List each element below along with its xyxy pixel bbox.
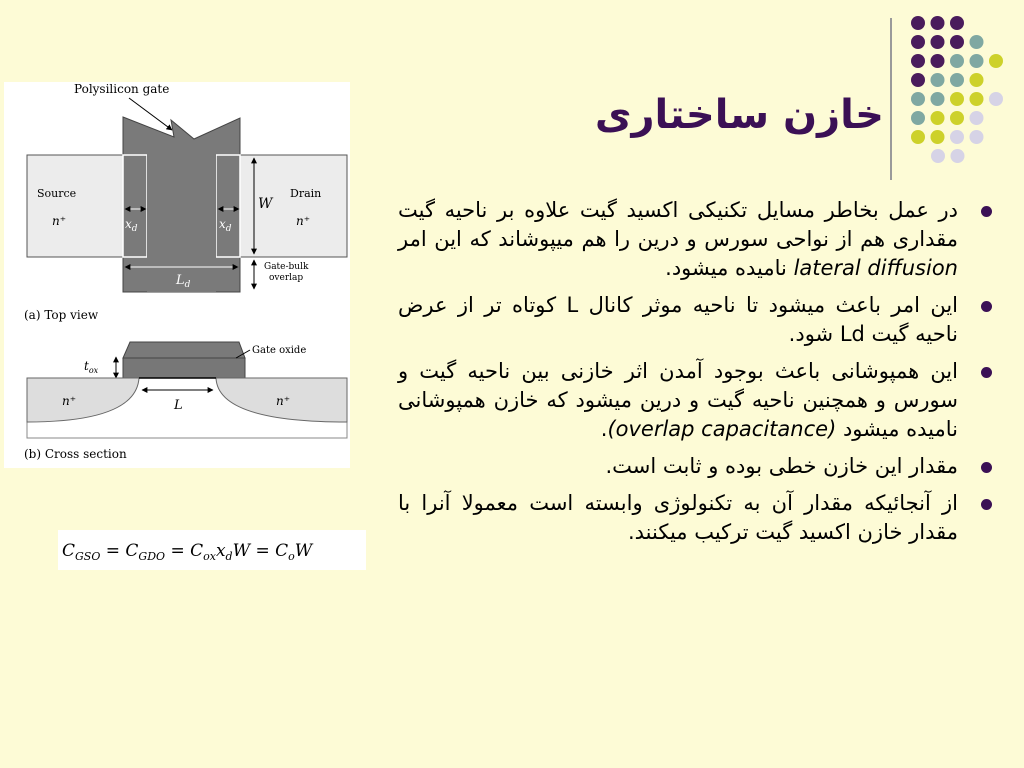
decorative-dot: [911, 16, 925, 30]
mosfet-overlap-figure: [4, 82, 350, 468]
cs-source-nplus: n⁺: [62, 394, 77, 408]
decorative-dot: [931, 54, 945, 68]
decorative-dot: [931, 73, 945, 87]
decorative-dot: [950, 111, 964, 125]
bullet-item: از آنجائیکه مقدار آن به تکنولوژی وابسته است معمولا آنرا با مقدار خازن اکسید گیت ترکیب میکنند.: [398, 489, 958, 547]
top-view-caption: (a) Top view: [24, 308, 99, 322]
overlap-label: overlap: [269, 273, 304, 283]
decorative-dot: [911, 130, 925, 144]
decorative-dot: [931, 149, 945, 163]
decorative-dot: [931, 16, 945, 30]
slide-title: خازن ساختاری: [594, 92, 884, 138]
cross-section-caption: (b) Cross section: [24, 447, 127, 461]
xd-left-label: $x_d$: [125, 217, 138, 234]
decorative-dot: [950, 54, 964, 68]
decorative-dot: [950, 16, 964, 30]
decorative-dot: [970, 35, 984, 49]
drain-label: Drain: [290, 187, 322, 200]
decorative-dot: [950, 130, 964, 144]
bullet-item: مقدار این خازن خطی بوده و ثابت است.: [398, 452, 958, 481]
source-nplus: n⁺: [52, 214, 67, 228]
w-label: W: [258, 196, 273, 212]
decorative-dot: [911, 35, 925, 49]
cs-drain-nplus: n⁺: [276, 394, 291, 408]
decorative-dot: [970, 130, 984, 144]
decorative-dot: [911, 73, 925, 87]
xd-right-label: $x_d$: [219, 217, 232, 234]
bullet-list: [398, 196, 958, 555]
gate-bulk-label: Gate-bulk: [264, 262, 309, 272]
decorative-dot: [950, 35, 964, 49]
decorative-dot: [931, 111, 945, 125]
bullet-item: این همپوشانی باعث بوجود آمدن اثر خازنی بین ناحیه گیت و سورس و همچنین ناحیه گیت و درین میشود که خازن همپوشانی نامیده میشود (overlap capacitance).: [398, 357, 958, 444]
l-label: L: [174, 398, 183, 413]
decorative-dot: [989, 92, 1003, 106]
decorative-dot: [989, 54, 1003, 68]
decorative-dot: [911, 92, 925, 106]
decorative-dot: [970, 92, 984, 106]
source-label: Source: [37, 187, 77, 200]
decorative-dot: [911, 111, 925, 125]
decorative-dot: [951, 149, 965, 163]
title-divider: [890, 18, 892, 180]
decorative-dot: [931, 130, 945, 144]
decorative-dot: [970, 54, 984, 68]
bullet-item: این امر باعث میشود تا ناحیه موثر کانال L کوتاه تر از عرض ناحیه گیت Ld شود.: [398, 291, 958, 349]
gate-oxide-label: Gate oxide: [252, 345, 307, 356]
decorative-dot: [970, 73, 984, 87]
drain-nplus: n⁺: [296, 214, 311, 228]
tox-label: $t_{ox}$: [84, 359, 99, 375]
bullet-item: در عمل بخاطر مسایل تکنیکی اکسید گیت علاوه بر ناحیه گیت مقداری هم از نواحی سورس و درین را هم میپوشاند که این امر lateral diffusion نامیده میشود.: [398, 196, 958, 283]
ld-label: $L_d$: [176, 273, 191, 290]
decorative-dot: [931, 92, 945, 106]
decorative-dot: [950, 92, 964, 106]
decorative-dot: [950, 73, 964, 87]
decorative-dot: [911, 54, 925, 68]
polysilicon-gate-label: Polysilicon gate: [74, 82, 170, 96]
decorative-dot: [931, 35, 945, 49]
formula-text: $C_{GSO} = C_{GDO} = C_{ox}x_dW = C_oW$: [62, 541, 313, 563]
overlap-capacitance-formula: [58, 530, 366, 570]
decorative-dot: [970, 111, 984, 125]
